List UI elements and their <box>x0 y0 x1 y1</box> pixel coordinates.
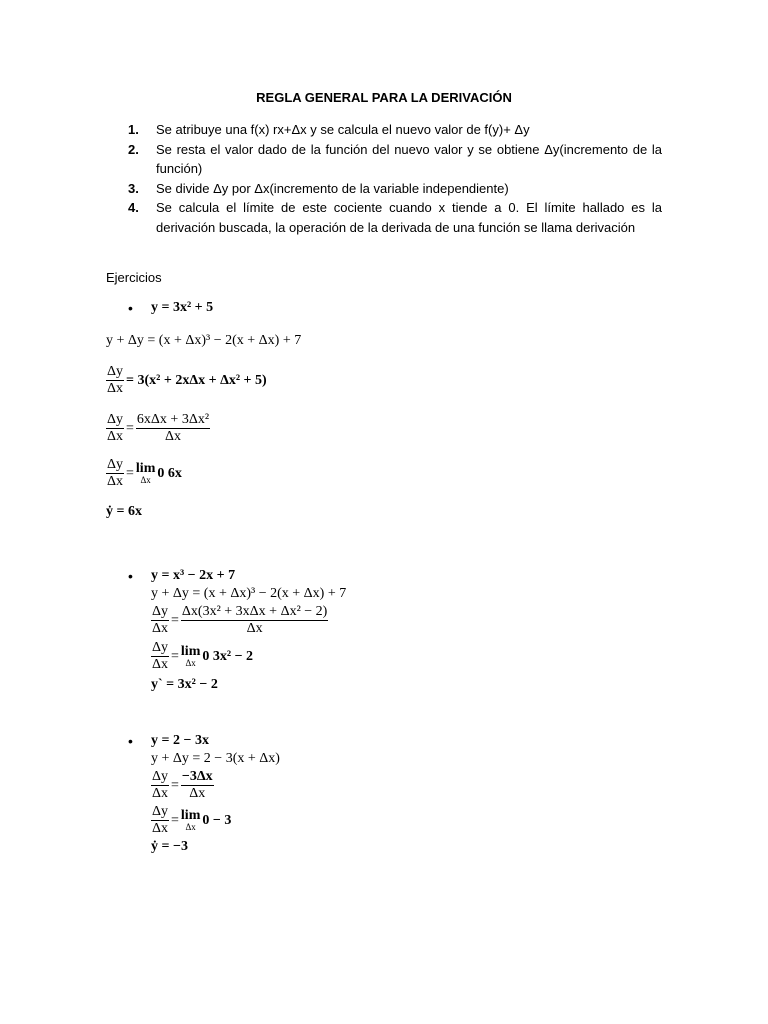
fraction <box>151 640 169 673</box>
step-number: 2. <box>128 141 139 157</box>
equals-sign: = <box>171 648 179 664</box>
quotient-rhs: = 3(x² + 2xΔx + Δx² + 5) <box>126 372 267 388</box>
fraction-numerator: Δx(3x² + 3xΔx + Δx² − 2) <box>181 604 328 619</box>
fraction-numerator: Δy <box>152 604 169 619</box>
fraction-numerator: Δy <box>152 804 169 819</box>
exercise3-result: ẏ = −3 <box>151 839 188 854</box>
fraction-numerator: −3Δx <box>181 769 213 784</box>
step-text: Se divide Δy por Δx(incremento de la variable independiente) <box>156 180 509 196</box>
fraction <box>151 604 169 637</box>
exercise2-result: y` = 3x² − 2 <box>151 677 218 692</box>
exercise1-limit <box>106 457 182 490</box>
fraction-numerator: Δy <box>152 769 169 784</box>
step-number: 1. <box>128 122 139 137</box>
exercise3-increment: y + Δy = 2 − 3(x + Δx) <box>151 751 280 766</box>
limit-expression: 0 6x <box>157 465 182 481</box>
fraction-numerator: Δy <box>152 640 169 655</box>
fraction-denominator: Δx <box>181 785 214 802</box>
equals-sign: = <box>171 612 179 628</box>
exercise3-quotient <box>151 769 214 802</box>
limit-word: lim <box>180 644 201 660</box>
fraction <box>106 364 124 397</box>
equals-sign: = <box>171 812 179 828</box>
exercises-heading: Ejercicios <box>106 270 162 285</box>
fraction-numerator: Δy <box>107 412 124 427</box>
limit-subscript: Δx <box>140 474 151 485</box>
limit-subscript: Δx <box>185 657 196 668</box>
exercise1-increment: y + Δy = (x + Δx)³ − 2(x + Δx) + 7 <box>106 333 302 348</box>
steps-list <box>128 120 662 238</box>
equals-sign: = <box>171 777 179 793</box>
equals-sign: = <box>126 420 134 436</box>
exercise1-simplified <box>106 412 210 445</box>
fraction-denominator: Δx <box>107 474 124 490</box>
document-title: REGLA GENERAL PARA LA DERIVACIÓN <box>256 90 512 105</box>
fraction-denominator: Δx <box>152 821 169 837</box>
fraction <box>106 412 124 445</box>
step-number: 4. <box>128 200 139 216</box>
fraction-denominator: Δx <box>152 621 169 637</box>
fraction <box>106 457 124 490</box>
fraction-denominator: Δx <box>136 428 210 445</box>
equals-sign: = <box>126 465 134 481</box>
step-item <box>128 120 662 140</box>
step-item <box>128 140 662 179</box>
limit-operator <box>181 810 200 831</box>
step-text: Se atribuye una f(x) rx+Δx y se calcula el nuevo valor de f(y)+ Δy <box>156 122 530 137</box>
exercise1-quotient <box>106 364 267 397</box>
exercise3-limit <box>151 804 231 837</box>
exercise2-quotient <box>151 604 328 637</box>
limit-operator <box>136 463 155 484</box>
fraction <box>181 769 214 802</box>
fraction <box>151 804 169 837</box>
fraction-numerator: Δy <box>107 457 124 472</box>
fraction-denominator: Δx <box>152 657 169 673</box>
exercise2-increment: y + Δy = (x + Δx)³ − 2(x + Δx) + 7 <box>151 586 347 601</box>
step-number: 3. <box>128 180 139 196</box>
limit-word: lim <box>180 808 201 824</box>
fraction-denominator: Δx <box>107 381 124 397</box>
bullet-3: • <box>128 733 133 749</box>
step-text: Se resta el valor dado de la función del nuevo valor y se obtiene Δy(incremento de la función) <box>156 141 662 177</box>
exercise1-function: y = 3x² + 5 <box>151 300 214 315</box>
fraction <box>181 604 328 637</box>
fraction-numerator: 6xΔx + 3Δx² <box>136 412 210 427</box>
limit-subscript: Δx <box>185 821 196 832</box>
fraction-numerator: Δy <box>107 364 124 379</box>
fraction-denominator: Δx <box>152 786 169 802</box>
step-item <box>128 198 662 237</box>
fraction <box>151 769 169 802</box>
limit-expression: 0 − 3 <box>202 812 232 828</box>
fraction <box>136 412 210 445</box>
step-item <box>128 179 662 199</box>
step-text: Se calcula el límite de este cociente cuando x tiende a 0. El límite hallado es la derivación buscada, la operación de la derivada de una función se llama derivación <box>156 200 662 235</box>
limit-operator <box>181 646 200 667</box>
bullet-1: • <box>128 300 133 316</box>
limit-expression: 0 3x² − 2 <box>202 648 254 664</box>
exercise2-function: y = x³ − 2x + 7 <box>151 568 236 583</box>
limit-word: lim <box>135 461 156 477</box>
fraction-denominator: Δx <box>107 429 124 445</box>
fraction-denominator: Δx <box>181 620 328 637</box>
exercise2-limit <box>151 640 253 673</box>
exercise1-result: ẏ = 6x <box>106 504 142 519</box>
bullet-2: • <box>128 568 133 584</box>
exercise3-function: y = 2 − 3x <box>151 733 209 748</box>
